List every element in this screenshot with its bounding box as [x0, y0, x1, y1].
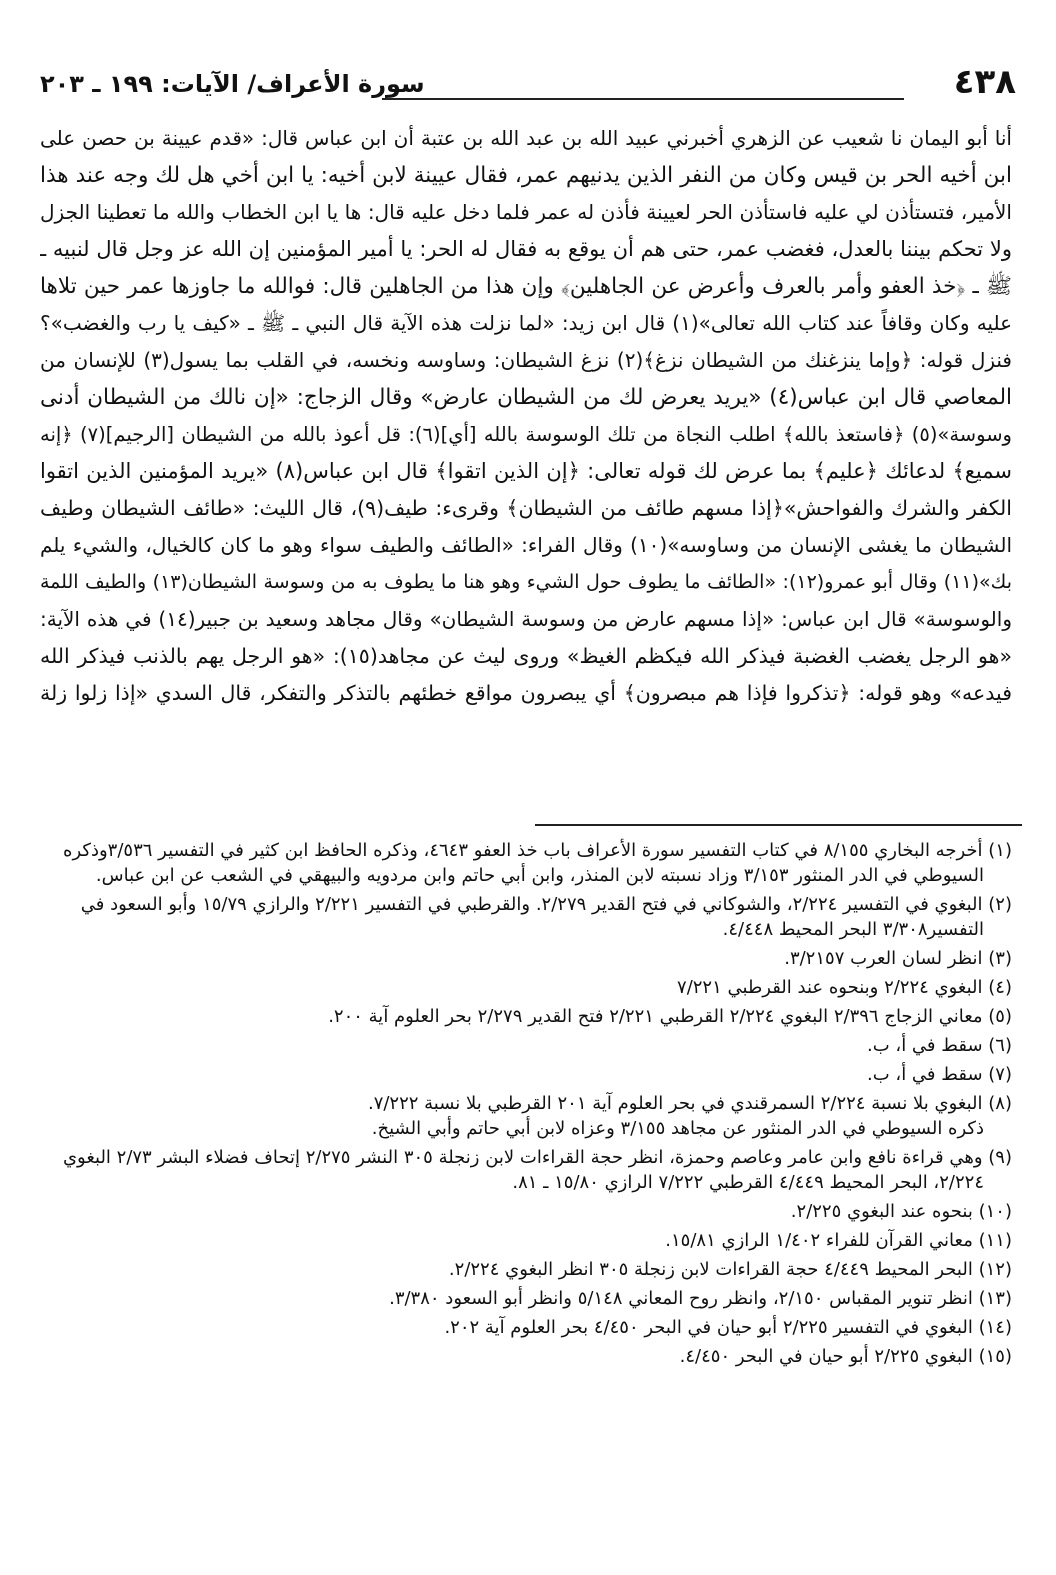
body-line: ﷺ ـ ﴿خذ العفو وأمر بالعرف وأعرض عن الجاهلين﴾ وإن هذا من الجاهلين قال: فوالله ما جاوزها عمر حين تلاها	[40, 274, 1012, 299]
footnote-mark: (١٣)	[978, 1288, 1012, 1309]
footnote-text: ذكره السيوطي في الدر المنثور عن مجاهد ٣/١٥٥ وعزاه لابن أبي حاتم وأبي الشيخ.	[371, 1118, 984, 1139]
footnote-mark: (٦)	[988, 1035, 1012, 1056]
footnote-text: ٢/٢٢٤، البحر المحيط ٤/٤٤٩ القرطبي ٧/٢٢٢ الرازي ١٥/٨٠ ـ ٨١.	[512, 1172, 984, 1193]
footnote	[40, 1257, 1012, 1282]
footnote-mark: (٧)	[988, 1064, 1012, 1085]
footnotes	[40, 838, 1012, 1373]
body-line: المعاصي قال ابن عباس(٤) «يريد يعرض لك من الشيطان عارض» وقال الزجاج: «إن نالك من الشيطان أدنى	[40, 385, 1012, 410]
footnote	[40, 1199, 1012, 1224]
footnote-mark: (٩)	[988, 1147, 1012, 1168]
footnote-mark: (١)	[988, 840, 1012, 861]
header-rule	[382, 98, 904, 100]
footnote	[40, 1344, 1012, 1369]
footnote-text: البغوي ٢/٢٢٥ أبو حيان في البحر ٤/٤٥٠.	[679, 1346, 973, 1367]
body-line: أنا أبو اليمان نا شعيب عن الزهري أخبرني عبيد الله بن عبد الله بن عتبة أن ابن عباس قال: «قدم عيينة بن حصن على	[40, 126, 1012, 150]
page-header	[40, 62, 1016, 114]
footnote-mark: (١١)	[978, 1230, 1012, 1251]
body-line: وسوسة»(٥) ﴿فاستعذ بالله﴾ اطلب النجاة من تلك الوسوسة بالله [أي](٦): قل أعوذ بالله من الشيطان [الرجيم](٧) ﴿إنه	[40, 423, 1012, 446]
footnote	[40, 1004, 1012, 1029]
footnote-text: معاني الزجاج ٢/٣٩٦ البغوي ٢/٢٢٤ القرطبي ٢/٢٢١ فتح القدير ٢/٢٧٩ بحر العلوم آية ٢٠٠.	[328, 1006, 983, 1027]
body-line: ابن أخيه الحر بن قيس وكان من النفر الذين يدنيهم عمر، فقال عيينة لابن أخيه: يا ابن أخي هل لك وجه عند هذا	[40, 163, 1012, 188]
footnote-mark: (٣)	[988, 948, 1012, 969]
footnote-mark: (٨)	[988, 1093, 1012, 1114]
footnote-text: البغوي بلا نسبة ٢/٢٢٤ السمرقندي في بحر العلوم آية ٢٠١ القرطبي بلا نسبة ٧/٢٢٢.	[367, 1093, 983, 1114]
footnote	[40, 1315, 1012, 1340]
footnote-mark: (٤)	[988, 977, 1012, 998]
footnote-text: أخرجه البخاري ٨/١٥٥ في كتاب التفسير سورة الأعراف باب خذ العفو ٤٦٤٣، وذكره الحافظ ابن كثير في التفسير ٣/٥٣٦وذكره	[63, 840, 983, 861]
footnote	[40, 838, 1012, 888]
page-number: ٤٣٨	[953, 62, 1016, 102]
footnote	[40, 946, 1012, 971]
footnote-text: معاني القرآن للفراء ١/٤٠٢ الرازي ١٥/٨١.	[665, 1230, 973, 1251]
footnote-mark: (١٢)	[978, 1259, 1012, 1280]
footnote-text: التفسير٣/٣٠٨ البحر المحيط ٤/٤٤٨.	[722, 919, 984, 940]
footnote	[40, 892, 1012, 942]
footnote	[40, 975, 1012, 1000]
footnote-text: سقط في أ، ب.	[867, 1064, 983, 1085]
footnote-separator	[535, 824, 1022, 826]
footnote-text: انظر تنوير المقباس ٢/١٥٠، وانظر روح المعاني ٥/١٤٨ وانظر أبو السعود ٣/٣٨٠.	[389, 1288, 973, 1309]
footnote-mark: (١٤)	[978, 1317, 1012, 1338]
footnote-text: انظر لسان العرب ٣/٢١٥٧.	[784, 948, 983, 969]
footnote-text: بنحوه عند البغوي ٢/٢٢٥.	[790, 1201, 973, 1222]
footnote-mark: (٥)	[988, 1006, 1012, 1027]
body-line: الكفر والشرك والفواحش»﴿إذا مسهم طائف من الشيطان﴾ وقرىء: طيف(٩)، قال الليث: «طائف الشيطان وطيف	[40, 496, 1012, 520]
body-line: فيدعه» وهو قوله: ﴿تذكروا فإذا هم مبصرون﴾ أي يبصرون مواقع خطئهم بالتذكر والتفكر، قال السدي «إذا زلوا زلة	[40, 681, 1012, 705]
running-title: سورة الأعراف/ الآيات: ١٩٩ ـ ٢٠٣	[40, 70, 425, 98]
body-line: عليه وكان وقافاً عند كتاب الله تعالى»(١) قال ابن زيد: «لما نزلت هذه الآية قال النبي ـ ﷺ ـ «كيف يا رب والغضب»؟	[40, 311, 1012, 335]
footnote-text: البغوي في التفسير ٢/٢٢٥ أبو حيان في البحر ٤/٤٥٠ بحر العلوم آية ٢٠٢.	[444, 1317, 973, 1338]
footnote-text: البحر المحيط ٤/٤٤٩ حجة القراءات لابن زنجلة ٣٠٥ انظر البغوي ٢/٢٢٤.	[448, 1259, 973, 1280]
footnote-mark: (١٥)	[978, 1346, 1012, 1367]
footnote-text: البغوي في التفسير ٢/٢٢٤، والشوكاني في فتح القدير ٢/٢٧٩. والقرطبي في التفسير ٢/٢٢١ والرازي ١٥/٧٩ وأبو السعود في	[80, 894, 983, 915]
main-text	[40, 120, 1012, 712]
body-line: سميع﴾ لدعائك ﴿عليم﴾ بما عرض لك قوله تعالى: ﴿إن الذين اتقوا﴾ قال ابن عباس(٨) «يريد المؤمنين الذين اتقوا	[40, 459, 1012, 483]
footnote-text: السيوطي في الدر المنثور ٣/١٥٣ وزاد نسبته لابن المنذر، وابن أبي حاتم وابن مردويه والبيهقي في الشعب عن ابن عباس.	[95, 865, 984, 886]
footnote	[40, 1091, 1012, 1141]
footnote-text: وهي قراءة نافع وابن عامر وعاصم وحمزة، انظر حجة القراءات لابن زنجلة ٣٠٥ النشر ٢/٢٧٥ إتحاف فضلاء البشر ٢/٧٣ البغوي	[62, 1147, 983, 1168]
footnote	[40, 1033, 1012, 1058]
body-line: والوسوسة» قال ابن عباس: «إذا مسهم عارض من وسوسة الشيطان» وقال مجاهد وسعيد بن جبير(١٤) في هذه الآية:	[40, 607, 1012, 631]
footnote-text: البغوي ٢/٢٢٤ وبنحوه عند القرطبي ٧/٢٢١	[677, 977, 983, 998]
body-line: فنزل قوله: ﴿وإما ينزغنك من الشيطان نزغ﴾(٢) نزغ الشيطان: وساوسه ونخسه، في القلب بما يسول(٣) للإنسان من	[40, 348, 1012, 372]
body-line: «هو الرجل يغضب الغضبة فيذكر الله فيكظم الغيظ» وروى ليث عن مجاهد(١٥): «هو الرجل يهم بالذنب فيذكر الله	[40, 644, 1012, 668]
footnote	[40, 1062, 1012, 1087]
footnote-mark: (٢)	[988, 894, 1012, 915]
footnote	[40, 1145, 1012, 1195]
footnote	[40, 1228, 1012, 1253]
body-line: ولا تحكم بيننا بالعدل، فغضب عمر، حتى هم أن يوقع به فقال له الحر: يا أمير المؤمنين إن الله عز وجل قال لنبيه ـ	[40, 237, 1012, 261]
footnote-text: سقط في أ، ب.	[867, 1035, 983, 1056]
body-line: الأمير، فتستأذن لي عليه فاستأذن الحر لعيينة فأذن له عمر فلما دخل عليه قال: ها يا ابن الخطاب والله ما تعطينا الجزل	[40, 200, 1012, 224]
footnote	[40, 1286, 1012, 1311]
body-line: بك»(١١) وقال أبو عمرو(١٢): «الطائف ما يطوف حول الشيء وهو هنا ما يطوف به من وسوسة الشيطان(١٣) والطيف اللمة	[40, 571, 1012, 593]
body-line: الشيطان ما يغشى الإنسان من وساوسه»(١٠) وقال الفراء: «الطائف والطيف سواء وهو ما كان كالخيال، والشيء يلم	[40, 533, 1012, 557]
footnote-mark: (١٠)	[978, 1201, 1012, 1222]
